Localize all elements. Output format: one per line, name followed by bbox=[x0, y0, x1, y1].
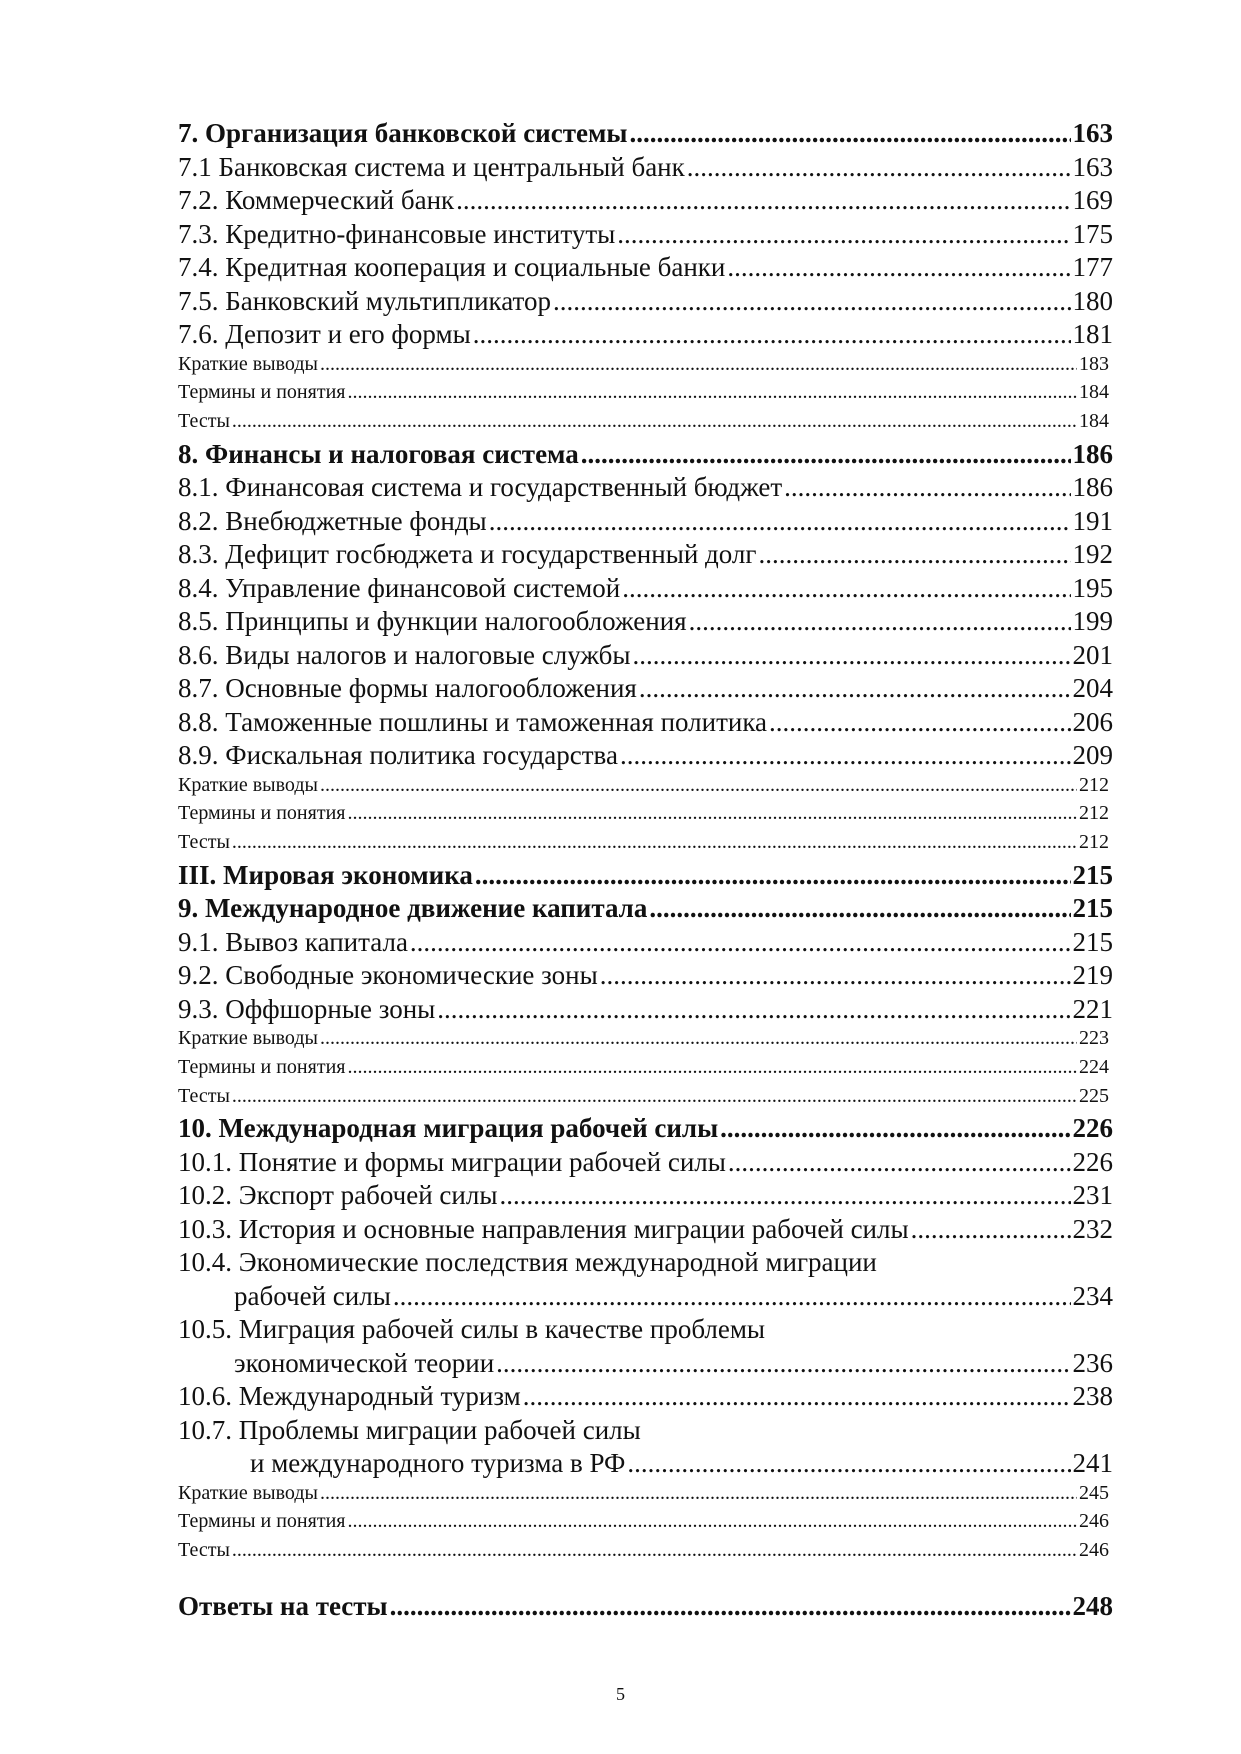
toc-leader bbox=[489, 506, 1071, 537]
toc-entry bbox=[178, 319, 1113, 353]
toc-leader bbox=[769, 707, 1070, 738]
toc-leader bbox=[456, 185, 1070, 216]
toc-entry-part-3 bbox=[178, 860, 1113, 894]
toc-page: 206 bbox=[1072, 706, 1113, 737]
toc-page: 215 bbox=[1072, 859, 1113, 890]
toc-title: 8.3. Дефицит госбюджета и государственный долг bbox=[178, 539, 757, 570]
toc-page: 209 bbox=[1072, 740, 1113, 771]
toc-page: 223 bbox=[1079, 1027, 1109, 1050]
toc-title: Краткие выводы bbox=[178, 352, 318, 375]
toc-entry-terms bbox=[178, 1056, 1113, 1085]
toc-entry bbox=[178, 960, 1113, 994]
toc-title: 8.9. Фискальная политика государства bbox=[178, 740, 618, 771]
toc-entry-line1 bbox=[178, 1247, 1113, 1281]
toc-leader bbox=[600, 960, 1071, 991]
table-of-contents bbox=[178, 118, 1113, 1624]
toc-entry-summary bbox=[178, 1027, 1113, 1056]
toc-title: 7.4. Кредитная кооперация и социальные банки bbox=[178, 252, 726, 282]
toc-title: 8.8. Таможенные пошлины и таможенная политика bbox=[178, 706, 768, 737]
toc-page: 215 bbox=[1072, 926, 1113, 957]
toc-page: 212 bbox=[1079, 802, 1109, 825]
toc-leader bbox=[639, 673, 1071, 704]
toc-title: 8.5. Принципы и функции налогообложения bbox=[178, 606, 687, 637]
toc-entry bbox=[178, 286, 1113, 320]
toc-leader bbox=[617, 219, 1070, 250]
toc-title: 10.2. Экспорт рабочей силы bbox=[178, 1180, 498, 1211]
toc-leader bbox=[320, 353, 1077, 376]
toc-leader bbox=[728, 1147, 1071, 1178]
toc-page: 199 bbox=[1072, 606, 1113, 637]
toc-page: 183 bbox=[1079, 352, 1109, 375]
toc-leader bbox=[347, 1510, 1077, 1533]
toc-page: 192 bbox=[1072, 539, 1113, 570]
toc-page: 186 bbox=[1072, 472, 1113, 503]
toc-entry bbox=[178, 740, 1113, 774]
toc-leader bbox=[390, 1591, 1071, 1622]
toc-leader bbox=[232, 831, 1077, 854]
toc-entry-summary bbox=[178, 1482, 1113, 1511]
toc-leader bbox=[627, 1448, 1070, 1479]
toc-page: 212 bbox=[1079, 830, 1109, 853]
toc-page: 221 bbox=[1072, 993, 1113, 1024]
toc-leader bbox=[784, 472, 1070, 503]
toc-leader bbox=[633, 640, 1071, 671]
toc-page: 186 bbox=[1072, 438, 1113, 469]
toc-page: 219 bbox=[1072, 960, 1113, 991]
toc-title: Термины и понятия bbox=[178, 1510, 346, 1533]
toc-entry bbox=[178, 219, 1113, 253]
toc-leader bbox=[473, 319, 1071, 350]
toc-entry-chapter-7 bbox=[178, 118, 1113, 152]
toc-page: 246 bbox=[1079, 1539, 1109, 1562]
toc-title: Тесты bbox=[178, 830, 230, 853]
toc-title: 7.3. Кредитно-финансовые институты bbox=[178, 218, 616, 249]
toc-title: 7.5. Банковский мультипликатор bbox=[178, 285, 551, 316]
toc-page: 204 bbox=[1072, 673, 1113, 704]
toc-leader bbox=[727, 252, 1070, 283]
toc-page: 184 bbox=[1079, 409, 1109, 432]
toc-title: 7. Организация банковской системы bbox=[178, 118, 628, 148]
toc-page: 226 bbox=[1072, 1113, 1113, 1144]
toc-page: 245 bbox=[1079, 1481, 1109, 1504]
toc-leader bbox=[232, 1085, 1077, 1108]
toc-entry bbox=[178, 472, 1113, 506]
toc-entry-terms bbox=[178, 802, 1113, 831]
toc-page: 177 bbox=[1072, 252, 1113, 282]
toc-title: 8.2. Внебюджетные фонды bbox=[178, 505, 487, 536]
toc-leader bbox=[499, 1180, 1070, 1211]
toc-leader bbox=[911, 1214, 1071, 1245]
toc-leader bbox=[437, 994, 1070, 1025]
toc-title: Тесты bbox=[178, 409, 230, 432]
toc-title: 8.4. Управление финансовой системой bbox=[178, 572, 621, 603]
toc-title: Термины и понятия bbox=[178, 802, 346, 825]
toc-entry bbox=[178, 673, 1113, 707]
toc-title: 9. Международное движение капитала bbox=[178, 893, 648, 924]
toc-leader bbox=[581, 439, 1071, 470]
toc-page: 175 bbox=[1072, 218, 1113, 249]
toc-entry-chapter-8 bbox=[178, 439, 1113, 473]
toc-entry bbox=[178, 994, 1113, 1028]
toc-entry-tests bbox=[178, 831, 1113, 860]
toc-leader bbox=[475, 860, 1071, 891]
toc-entry-chapter-10 bbox=[178, 1113, 1113, 1147]
toc-leader bbox=[320, 774, 1077, 797]
toc-leader bbox=[410, 927, 1071, 958]
toc-title: 8.7. Основные формы налогообложения bbox=[178, 673, 637, 704]
toc-entry bbox=[178, 1147, 1113, 1181]
toc-title: 9.3. Оффшорные зоны bbox=[178, 993, 436, 1024]
toc-title: экономической теории bbox=[234, 1347, 495, 1378]
toc-leader bbox=[620, 740, 1071, 771]
toc-leader bbox=[629, 118, 1070, 149]
toc-leader bbox=[649, 893, 1070, 924]
toc-page: 163 bbox=[1072, 151, 1113, 182]
toc-title: 8.1. Финансовая система и государственный бюджет bbox=[178, 472, 783, 503]
toc-leader bbox=[320, 1482, 1077, 1505]
toc-page: 236 bbox=[1072, 1347, 1113, 1378]
toc-page: 181 bbox=[1072, 319, 1113, 349]
toc-page: 231 bbox=[1072, 1180, 1113, 1211]
spacer bbox=[178, 1568, 1113, 1591]
toc-entry bbox=[178, 1180, 1113, 1214]
toc-page: 215 bbox=[1072, 893, 1113, 924]
toc-entry-line2 bbox=[178, 1348, 1113, 1382]
toc-title: 10.1. Понятие и формы миграции рабочей силы bbox=[178, 1146, 726, 1177]
toc-page: 180 bbox=[1072, 285, 1113, 316]
toc-entry bbox=[178, 707, 1113, 741]
toc-leader bbox=[347, 802, 1077, 825]
toc-leader bbox=[720, 1113, 1070, 1144]
toc-title: Краткие выводы bbox=[178, 773, 318, 796]
toc-page: 246 bbox=[1079, 1510, 1109, 1533]
toc-title: 10.6. Международный туризм bbox=[178, 1381, 521, 1412]
toc-leader bbox=[553, 286, 1071, 317]
toc-entry-summary bbox=[178, 353, 1113, 382]
toc-title: 10.3. История и основные направления миграции рабочей силы bbox=[178, 1213, 909, 1244]
toc-page: 169 bbox=[1072, 185, 1113, 215]
toc-entry-tests bbox=[178, 410, 1113, 439]
toc-page: 232 bbox=[1072, 1213, 1113, 1244]
toc-title: 9.1. Вывоз капитала bbox=[178, 926, 408, 957]
toc-page: 225 bbox=[1079, 1084, 1109, 1107]
toc-page: 191 bbox=[1072, 505, 1113, 536]
toc-title: рабочей силы bbox=[234, 1280, 391, 1311]
toc-title: 7.2. Коммерческий банк bbox=[178, 185, 455, 215]
toc-entry bbox=[178, 506, 1113, 540]
toc-entry-tests bbox=[178, 1539, 1113, 1568]
page-number: 5 bbox=[616, 1684, 625, 1704]
toc-entry-line2 bbox=[178, 1448, 1113, 1482]
toc-title: 8.6. Виды налогов и налоговые службы bbox=[178, 639, 631, 670]
toc-entry-terms bbox=[178, 1510, 1113, 1539]
toc-title: III. Мировая экономика bbox=[178, 859, 473, 890]
toc-leader bbox=[232, 410, 1077, 433]
toc-entry-terms bbox=[178, 381, 1113, 410]
toc-title: Краткие выводы bbox=[178, 1481, 318, 1504]
toc-leader bbox=[232, 1539, 1077, 1562]
toc-entry bbox=[178, 252, 1113, 286]
toc-page: 184 bbox=[1079, 381, 1109, 404]
toc-leader bbox=[347, 1056, 1077, 1079]
toc-title: Тесты bbox=[178, 1539, 230, 1562]
toc-leader bbox=[687, 152, 1071, 183]
toc-page: 241 bbox=[1072, 1448, 1113, 1479]
toc-page: 195 bbox=[1072, 572, 1113, 603]
toc-title: 8. Финансы и налоговая система bbox=[178, 438, 579, 469]
toc-title: 7.6. Депозит и его формы bbox=[178, 319, 471, 349]
toc-entry bbox=[178, 640, 1113, 674]
toc-title: Термины и понятия bbox=[178, 1055, 346, 1078]
toc-leader bbox=[320, 1027, 1077, 1050]
toc-page: 234 bbox=[1072, 1280, 1113, 1311]
toc-entry bbox=[178, 185, 1113, 219]
toc-entry bbox=[178, 539, 1113, 573]
toc-entry bbox=[178, 1214, 1113, 1248]
toc-entry-line1 bbox=[178, 1314, 1113, 1348]
toc-entry bbox=[178, 152, 1113, 186]
toc-entry-chapter-9 bbox=[178, 893, 1113, 927]
toc-leader bbox=[393, 1281, 1071, 1312]
toc-entry-tests bbox=[178, 1085, 1113, 1114]
toc-page: 212 bbox=[1079, 773, 1109, 796]
toc-leader bbox=[496, 1348, 1070, 1379]
toc-entry-answers bbox=[178, 1591, 1113, 1625]
toc-entry bbox=[178, 927, 1113, 961]
toc-leader bbox=[689, 606, 1071, 637]
toc-title: 10. Международная миграция рабочей силы bbox=[178, 1113, 719, 1144]
toc-page: 226 bbox=[1072, 1146, 1113, 1177]
toc-page: 201 bbox=[1072, 639, 1113, 670]
toc-page: 163 bbox=[1072, 118, 1113, 148]
toc-title: 9.2. Свободные экономические зоны bbox=[178, 960, 598, 991]
toc-leader bbox=[347, 381, 1077, 404]
toc-title: Тесты bbox=[178, 1084, 230, 1107]
toc-title: Ответы на тесты bbox=[178, 1590, 388, 1621]
toc-title: Краткие выводы bbox=[178, 1027, 318, 1050]
toc-entry-line2 bbox=[178, 1281, 1113, 1315]
toc-leader bbox=[622, 573, 1070, 604]
toc-entry bbox=[178, 606, 1113, 640]
toc-entry-line1 bbox=[178, 1415, 1113, 1449]
toc-title: 10.5. Миграция рабочей силы в качестве проблемы bbox=[178, 1314, 766, 1345]
toc-title: и международного туризма в РФ bbox=[250, 1448, 626, 1479]
toc-entry-summary bbox=[178, 774, 1113, 803]
toc-leader bbox=[758, 539, 1070, 570]
toc-leader bbox=[523, 1381, 1071, 1412]
toc-title: Термины и понятия bbox=[178, 381, 346, 404]
toc-title: 10.4. Экономические последствия международной миграции bbox=[178, 1247, 877, 1278]
toc-title: 7.1 Банковская система и центральный банк bbox=[178, 151, 685, 182]
toc-entry bbox=[178, 573, 1113, 607]
toc-title: 10.7. Проблемы миграции рабочей силы bbox=[178, 1414, 641, 1445]
toc-page: 224 bbox=[1079, 1055, 1109, 1078]
toc-page: 238 bbox=[1072, 1381, 1113, 1412]
toc-page: 248 bbox=[1072, 1590, 1113, 1621]
toc-entry bbox=[178, 1381, 1113, 1415]
